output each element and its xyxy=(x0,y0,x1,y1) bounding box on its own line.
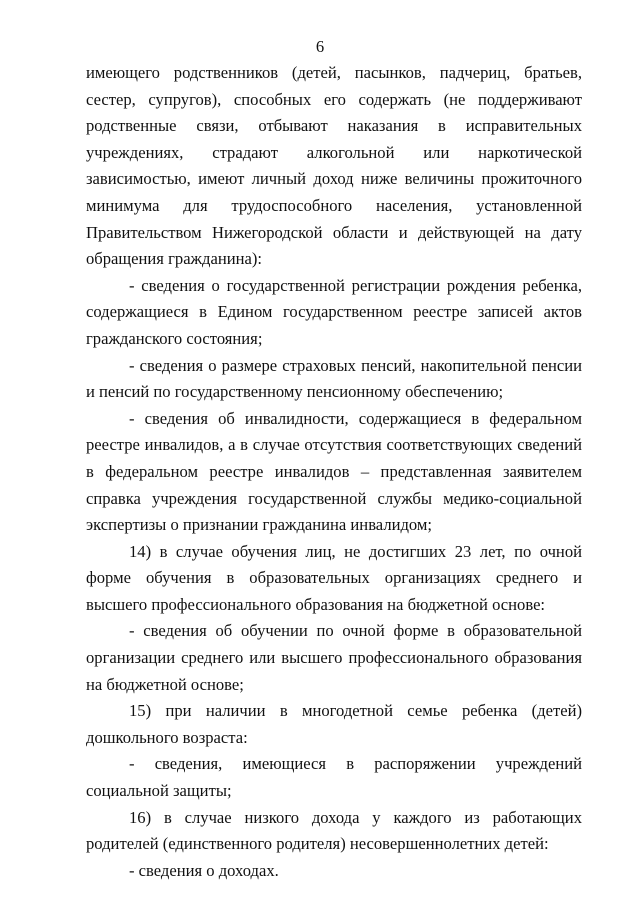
paragraph-item-15: 15) при наличии в многодетной семье ребенка (детей) дошкольного возраста: xyxy=(86,701,582,747)
paragraph-continuation: имеющего родственников (детей, пасынков, падчериц, братьев, сестер, супругов), способных его содержать (не поддерживают родственные связи, отбывают наказания в исправительных учреждениях, страдают алкогольной или наркотической зависимостью, имеют личный доход ниже величины прожиточного минимума для трудоспособного населения, установленной Правительством Нижегородской области и действующей на дату обращения гражданина): xyxy=(86,63,582,269)
paragraph-disability-info: - сведения об инвалидности, содержащиеся в федеральном реестре инвалидов, а в случае отсутствия соответствующих сведений в федеральном реестре инвалидов – представленная заявителем справка учреждения государственной службы медико-социальной экспертизы о признании гражданина инвалидом; xyxy=(86,408,582,535)
paragraph-item-16: 16) в случае низкого дохода у каждого из работающих родителей (единственного родителя) несовершеннолетних детей: xyxy=(86,807,582,854)
page-number: 6 xyxy=(315,37,325,56)
paragraph-item-14: 14) в случае обучения лиц, не достигших 23 лет, по очной форме обучения в образовательных организациях среднего и высшего профессионального образования на бюджетной основе: xyxy=(86,541,582,614)
paragraph-pension-info: - сведения о размере страховых пенсий, накопительной пенсии и пенсий по государственному пенсионному обеспечению; xyxy=(86,355,582,402)
document-body xyxy=(86,60,582,884)
paragraph-social-protection-info: - сведения, имеющиеся в распоряжении учреждений социальной защиты; xyxy=(86,754,582,801)
paragraph-income-info: - сведения о доходах. xyxy=(129,860,279,880)
paragraph-education-info: - сведения об обучении по очной форме в образовательной организации среднего или высшего профессионального образования на бюджетной основе; xyxy=(86,621,582,694)
paragraph-birth-registration-info: - сведения о государственной регистрации рождения ребенка, содержащиеся в Едином государственном реестре записей актов гражданского состояния; xyxy=(86,275,582,348)
